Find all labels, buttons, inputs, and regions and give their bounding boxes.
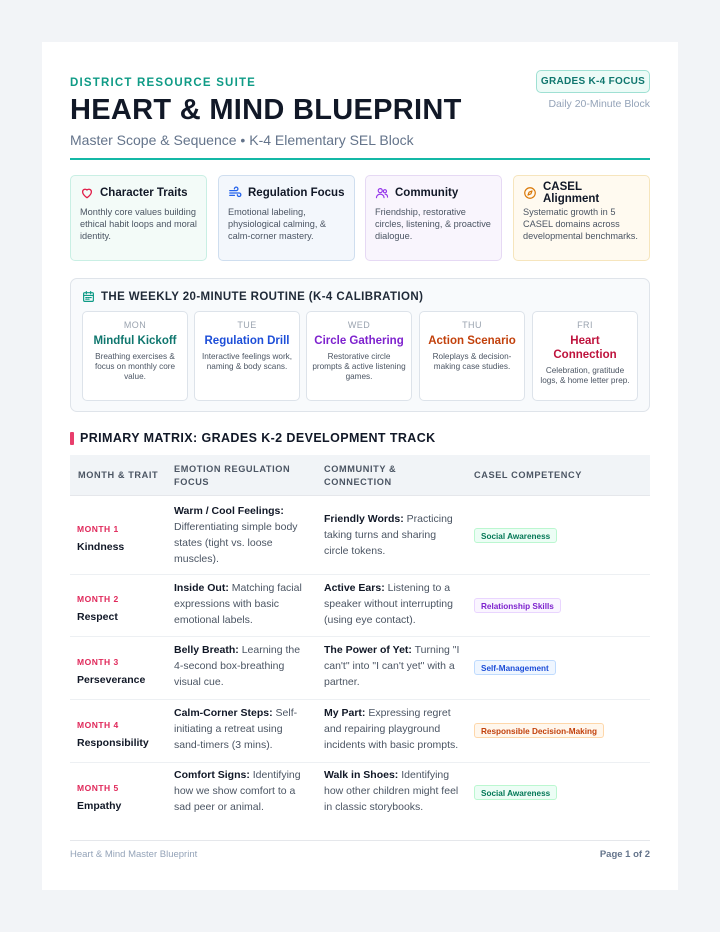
compass-icon [523,186,537,200]
users-icon [375,186,389,200]
day-label: FRI [577,320,593,330]
page-number: Page 1 of 2 [599,849,650,860]
footer-divider [70,840,650,841]
column-header: COMMUNITY & CONNECTION [324,463,397,487]
trait-name: Kindness [77,541,125,553]
day-card-fri [532,311,638,401]
table-row [70,700,650,763]
page-title: HEART & MIND BLUEPRINT [70,94,462,126]
month-trait-cell [77,780,121,814]
table-row [70,496,650,575]
day-card-thu [419,311,525,401]
card-character-traits [70,175,207,261]
month-trait-cell [77,591,119,625]
regulation-cell [174,705,310,753]
day-description: Breathing exercises & focus on monthly core value. [94,352,176,381]
weekly-routine-panel [70,278,650,412]
header-divider [70,158,650,160]
day-title: Circle Gathering [314,335,404,347]
day-description: Restorative circle prompts & active listening games. [312,352,406,381]
casel-badge: Responsible Decision-Making [474,723,604,738]
day-title: Heart Connection [553,335,617,361]
community-cell [324,642,462,690]
casel-badge: Self-Management [474,660,556,675]
day-label: TUE [237,320,257,330]
matrix-heading [70,431,436,445]
document-page [42,42,678,890]
month-label: MONTH 3 [77,657,119,667]
day-description: Celebration, gratitude logs, & home letter prep. [540,366,630,385]
table-row [70,763,650,826]
day-card-wed [306,311,412,401]
community-heading: Walk in Shoes: [324,769,399,781]
calendar-icon [82,290,95,303]
trait-name: Respect [77,611,118,623]
month-label: MONTH 2 [77,594,119,604]
grade-badge: GRADES K-4 FOCUS [536,70,650,93]
regulation-heading: Belly Breath: [174,644,239,656]
community-heading: My Part: [324,707,366,719]
regulation-text: Identifying how we show comfort to a sad peer or animal. [174,769,301,813]
regulation-cell [174,580,310,628]
casel-badge: Relationship Skills [474,598,561,613]
card-description: Systematic growth in 5 CASEL domains across developmental benchmarks. [523,207,638,241]
regulation-cell [174,642,310,690]
community-cell [324,580,462,628]
regulation-text: Matching facial expressions with basic emotional labels. [174,582,302,626]
column-header: EMOTION REGULATION FOCUS [174,463,291,487]
day-description: Roleplays & decision-making case studies. [432,352,512,371]
card-description: Monthly core values building ethical habit loops and moral identity. [80,207,197,241]
month-label: MONTH 5 [77,783,119,793]
community-text: Practicing taking turns and sharing circle tokens. [324,513,453,557]
card-title: Community [395,187,459,199]
regulation-heading: Warm / Cool Feelings: [174,505,284,517]
heart-icon [80,186,94,200]
day-label: THU [462,320,482,330]
community-text: Listening to a speaker without interrupting (using eye contact). [324,582,453,626]
community-text: Identifying how other children might feel in classic storybooks. [324,769,459,813]
card-casel-alignment [513,175,650,261]
column-header: CASEL COMPETENCY [474,470,582,480]
community-heading: The Power of Yet: [324,644,412,656]
eyebrow-label: DISTRICT RESOURCE SUITE [70,77,257,89]
day-label: WED [347,320,371,330]
community-heading: Friendly Words: [324,513,404,525]
day-title: Action Scenario [428,335,516,347]
regulation-text: Learning the 4-second box-breathing visual cue. [174,644,301,688]
pillar-cards [70,175,650,261]
community-text: Turning "I can't" into "I can't yet" with a partner. [324,644,460,688]
matrix-title: PRIMARY MATRIX: GRADES K-2 DEVELOPMENT TRACK [80,431,436,445]
day-title: Regulation Drill [204,335,290,347]
regulation-cell [174,503,310,567]
day-label: MON [123,320,147,330]
community-cell [324,511,462,559]
day-card-tue [194,311,300,401]
page-content [70,42,650,890]
casel-badge: Social Awareness [474,785,557,800]
card-description: Emotional labeling, physiological calming, & calm-corner mastery. [228,207,327,241]
table-row [70,575,650,637]
month-trait-cell [77,717,149,751]
wind-icon [228,186,242,200]
regulation-heading: Inside Out: [174,582,229,594]
regulation-text: Differentiating simple body states (tight vs. loose muscles). [174,521,298,565]
regulation-heading: Calm-Corner Steps: [174,707,273,719]
page-subtitle: Master Scope & Sequence • K-4 Elementary SEL Block [70,132,414,148]
routine-title: THE WEEKLY 20-MINUTE ROUTINE (K-4 CALIBRATION) [101,290,424,303]
table-header [70,455,650,496]
card-title: CASEL Alignment [543,181,600,205]
card-title: Regulation Focus [248,187,345,199]
column-header: MONTH & TRAIT [78,470,159,480]
trait-name: Responsibility [77,737,149,749]
casel-badge: Social Awareness [474,528,557,543]
footer-title: Heart & Mind Master Blueprint [70,849,198,860]
day-title: Mindful Kickoff [93,335,177,347]
day-card-mon [82,311,188,401]
card-community [365,175,502,261]
month-trait-cell [77,521,124,555]
badge-subtext: Daily 20-Minute Block [548,98,650,110]
trait-name: Empathy [77,800,122,812]
regulation-cell [174,767,310,815]
table-row [70,637,650,700]
regulation-heading: Comfort Signs: [174,769,250,781]
month-label: MONTH 1 [77,524,119,534]
community-text: Expressing regret and repairing playground incidents with basic prompts. [324,707,459,751]
community-cell [324,767,466,815]
card-regulation-focus [218,175,355,261]
trait-name: Perseverance [77,674,146,686]
accent-bar [70,432,74,445]
card-description: Friendship, restorative circles, listening, & proactive dialogue. [375,207,491,241]
card-title: Character Traits [100,187,188,199]
regulation-text: Self-initiating a retreat using sand-timers (3 mins). [174,707,298,751]
day-description: Interactive feelings work, naming & body scans. [201,352,293,371]
community-heading: Active Ears: [324,582,385,594]
month-label: MONTH 4 [77,720,119,730]
community-cell [324,705,466,753]
month-trait-cell [77,654,145,688]
